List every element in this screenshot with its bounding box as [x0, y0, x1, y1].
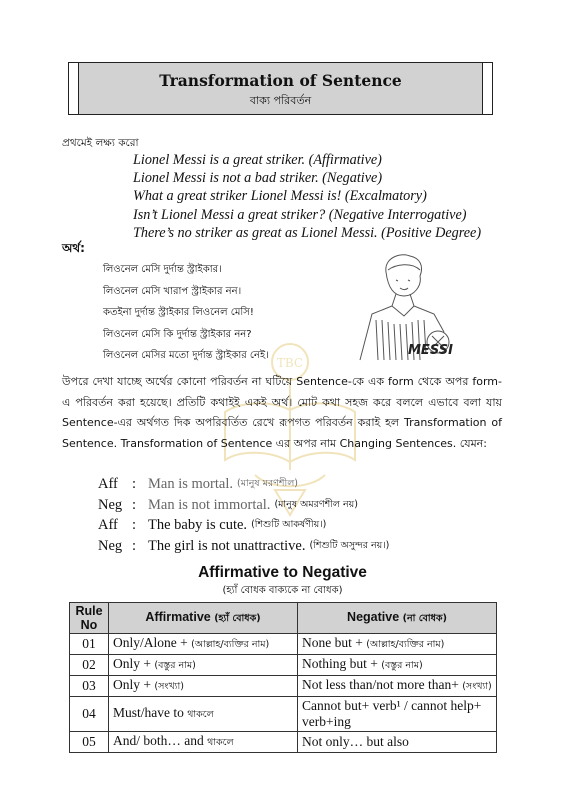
example-bangla: (শিশুটি অসুন্দর নয়।): [309, 539, 390, 551]
neg-bn: (বস্তুর নাম): [381, 660, 423, 671]
affirmative-cell: [109, 732, 298, 753]
example-bangla: (মানুষ মরণশীল): [236, 478, 299, 489]
page-subtitle: বাক্য পরিবর্তন: [249, 94, 312, 107]
header-affirmative: [109, 603, 298, 634]
messi-illustration: [352, 250, 460, 362]
negative-cell: [298, 732, 497, 753]
aff-bn: (বস্তুর নাম): [154, 660, 196, 671]
neg-en: Nothing but +: [302, 656, 378, 671]
neg-en: Not only… but also: [302, 734, 409, 749]
header-rule-no: Rule No: [70, 603, 109, 634]
neg-en: Not less than/not more than+: [302, 677, 459, 692]
table-row: [70, 634, 497, 655]
header-neg-en: Negative: [347, 609, 400, 624]
meaning-label: অর্থ:: [62, 241, 85, 255]
meaning-line: লিওনেল মেসির মতো দুর্দান্ত স্ট্রাইকার নেই।: [103, 350, 269, 361]
example-english: The girl is not unattractive.: [148, 537, 306, 554]
section-title: Affirmative to Negative: [198, 564, 367, 581]
neg-bn: (সংখ্যা): [462, 681, 492, 692]
example-row: [98, 474, 389, 495]
transformation-examples: [98, 474, 389, 556]
example-english: The baby is cute.: [148, 517, 248, 533]
rule-number: 02: [70, 655, 109, 676]
meaning-line: লিওনেল মেসি খারাপ স্ট্রাইকার নন।: [103, 285, 242, 297]
example-sentence: Lionel Messi is not a bad striker. (Negative): [133, 170, 383, 187]
table-row: [70, 697, 497, 732]
aff-bn: থাকলে: [207, 737, 234, 748]
neg-bn: (আল্লাহ/ব্যক্তির নাম): [366, 639, 445, 650]
example-sentence: Lionel Messi is a great striker. (Affirmative): [133, 152, 382, 168]
rules-table: [69, 602, 497, 753]
table-row: [70, 676, 497, 697]
explanation-paragraph: উপরে দেখা যাচ্ছে অর্থের কোনো পরিবর্তন না ঘটিয়ে Sentence-কে এক form থেকে অপর form-এ পরিবর্তন করা হয়েছে। প্রতিটি কথাইই একই অর্থ। মোট কথা সহজ করে বললে এভাবে বলা যায় Sentence-এর অর্থগত দিক অপরিবর্তিত রেখে রূপগত পরিবর্তন করাই হল Transformation of Sentence. Transformation of Sentence এর অপর নাম Changing Sentences. যেমন:: [62, 375, 502, 450]
header-neg-bn: (না বোধক): [402, 612, 447, 624]
rule-number: 01: [70, 634, 109, 655]
aff-en: Must/have to: [113, 705, 184, 720]
aff-en: Only +: [113, 656, 151, 671]
table-header-row: [70, 603, 497, 634]
example-colon: :: [132, 496, 137, 513]
rule-number: 04: [70, 697, 109, 732]
negative-cell: [298, 655, 497, 676]
header-negative: [298, 603, 497, 634]
watermark-text: TBC: [276, 356, 304, 370]
title-box: [68, 62, 493, 115]
neg-en: None but +: [302, 635, 363, 650]
header-aff-en: Affirmative: [145, 609, 211, 624]
example-colon: :: [132, 537, 137, 554]
negative-cell: [298, 634, 497, 655]
rule-number: 03: [70, 676, 109, 697]
example-sentence: Isn’t Lionel Messi a great striker? (Negative Interrogative): [133, 206, 467, 223]
section-subtitle: (হ্যাঁ বোধক বাক্যকে না বোধক): [222, 585, 343, 596]
example-colon: :: [132, 517, 137, 533]
table-row: [70, 655, 497, 676]
aff-bn: (আল্লাহ/ব্যক্তির নাম): [191, 639, 270, 650]
page-title: Transformation of Sentence: [159, 71, 402, 90]
example-colon: :: [132, 476, 137, 492]
example-row: [98, 536, 389, 557]
example-key: Aff: [98, 476, 118, 492]
example-english: Man is not immortal.: [148, 496, 271, 513]
meaning-line: লিওনেল মেসি কি দুর্দান্ত স্ট্রাইকার নন?: [103, 328, 252, 340]
intro-text: প্রথমেই লক্ষ্য করো: [62, 137, 139, 149]
aff-en: And/ both… and: [113, 733, 204, 748]
messi-image-label: MESSI: [408, 343, 453, 358]
example-sentences: [133, 151, 481, 242]
aff-en: Only +: [113, 677, 151, 692]
affirmative-cell: [109, 634, 298, 655]
example-key: Neg: [98, 496, 123, 513]
example-sentence: There’s no striker as great as Lionel Messi. (Positive Degree): [133, 224, 482, 241]
header-aff-bn: (হ্যাঁ বোধক): [214, 612, 261, 624]
negative-cell: [298, 676, 497, 697]
example-row: [98, 495, 389, 516]
aff-en: Only/Alone +: [113, 635, 188, 650]
aff-bn: (সংখ্যা): [154, 681, 184, 692]
example-key: Neg: [98, 537, 123, 554]
affirmative-cell: [109, 655, 298, 676]
rule-number: 05: [70, 732, 109, 753]
neg-en: Cannot but+ verb¹ / cannot help+ verb+ing: [302, 698, 482, 729]
meaning-line: কতইনা দুর্দান্ত স্ট্রাইকার লিওনেল মেসি!: [103, 307, 254, 318]
affirmative-cell: [109, 697, 298, 732]
negative-cell: [298, 697, 497, 732]
example-bangla: (মানুষ অমরণশীল নয়): [274, 498, 358, 510]
table-row: [70, 732, 497, 753]
aff-bn: থাকলে: [187, 709, 214, 720]
affirmative-cell: [109, 676, 298, 697]
example-english: Man is mortal.: [148, 476, 233, 492]
example-sentence: What a great striker Lionel Messi is! (Excalmatory): [133, 188, 427, 205]
meaning-line: লিওনেল মেসি দুর্দান্ত স্ট্রাইকার।: [103, 264, 222, 275]
example-row: [98, 515, 389, 536]
example-bangla: (শিশুটি আকর্ষণীয়।): [251, 519, 327, 530]
example-key: Aff: [98, 517, 118, 533]
